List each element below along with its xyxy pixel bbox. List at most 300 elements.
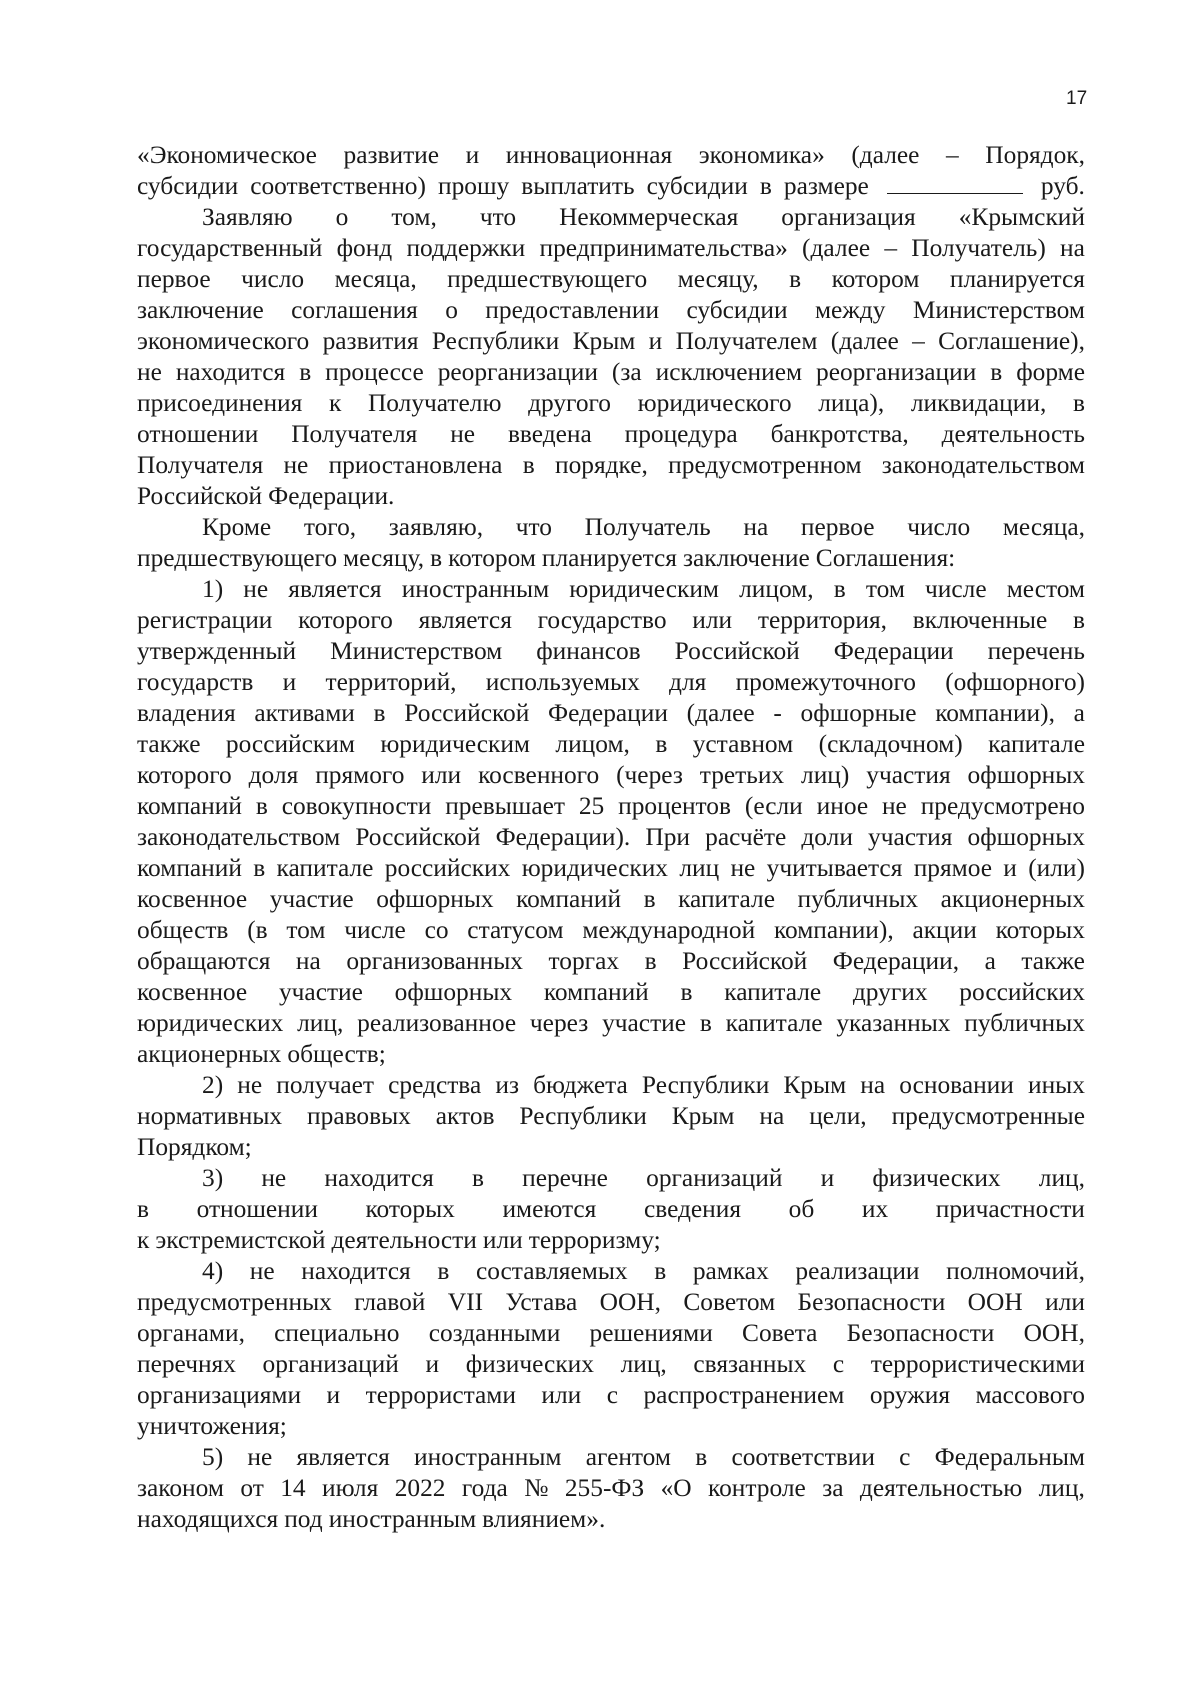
word: получает bbox=[276, 1071, 374, 1099]
word: 5) bbox=[202, 1443, 224, 1471]
word: реализованное bbox=[357, 1009, 517, 1037]
text-line bbox=[137, 140, 1085, 171]
word: лиц, bbox=[1038, 1474, 1085, 1502]
word: иностранным bbox=[401, 575, 550, 603]
word: в bbox=[1072, 389, 1085, 417]
word: или bbox=[1045, 1288, 1085, 1316]
word: на bbox=[759, 1102, 785, 1130]
word: юридическим bbox=[380, 730, 531, 758]
word: 1) bbox=[202, 575, 224, 603]
text-line bbox=[137, 1194, 1085, 1225]
word: Соглашение), bbox=[938, 327, 1085, 355]
word: между bbox=[814, 296, 886, 324]
word: специально bbox=[274, 1319, 400, 1347]
word: руб. bbox=[1040, 172, 1085, 200]
text-line bbox=[137, 1256, 1085, 1287]
word: Российской bbox=[355, 823, 481, 851]
word: территорий, bbox=[325, 668, 457, 696]
word: капитале bbox=[678, 885, 775, 913]
word: процедура bbox=[624, 420, 738, 448]
word: офшорных bbox=[967, 823, 1085, 851]
word: учитывается bbox=[766, 854, 903, 882]
word: компании), bbox=[773, 916, 894, 944]
word: средства bbox=[388, 1071, 482, 1099]
word: к bbox=[137, 1226, 150, 1254]
word: соглашения bbox=[291, 296, 418, 324]
word: уставном bbox=[692, 730, 794, 758]
word: влиянием». bbox=[482, 1505, 606, 1533]
word: участие bbox=[278, 978, 363, 1006]
word: Получателя bbox=[291, 420, 418, 448]
word: предпринимательства» bbox=[539, 234, 788, 262]
word: имеются bbox=[502, 1195, 597, 1223]
word: первое bbox=[800, 513, 875, 541]
word: 2022 bbox=[394, 1474, 446, 1502]
word: экстремистской bbox=[155, 1226, 326, 1254]
word: главой bbox=[354, 1288, 426, 1316]
word: с bbox=[606, 1381, 619, 1409]
word: реорганизации bbox=[816, 358, 977, 386]
word: другого bbox=[528, 389, 612, 417]
word: форме bbox=[1016, 358, 1085, 386]
text-line bbox=[137, 1318, 1085, 1349]
word: террористами bbox=[365, 1381, 516, 1409]
word: агентом bbox=[585, 1443, 671, 1471]
word: ООН, bbox=[599, 1288, 661, 1316]
word: 3) bbox=[202, 1164, 224, 1192]
word: или bbox=[421, 761, 462, 789]
word: месяца, bbox=[1002, 513, 1085, 541]
word: публичных bbox=[797, 885, 919, 913]
word: также bbox=[137, 730, 201, 758]
word: – bbox=[884, 234, 898, 262]
word: в bbox=[643, 885, 656, 913]
text-line bbox=[137, 326, 1085, 357]
word: планируется bbox=[949, 265, 1085, 293]
word: является bbox=[288, 575, 382, 603]
text-line bbox=[137, 419, 1085, 450]
word: составляемых bbox=[475, 1257, 628, 1285]
word: основании bbox=[899, 1071, 1014, 1099]
word: Некоммерческая bbox=[559, 203, 739, 231]
word: Федерации). bbox=[495, 823, 631, 851]
word: реорганизации bbox=[437, 358, 598, 386]
text-line bbox=[137, 450, 1085, 481]
word: субсидии bbox=[137, 172, 239, 200]
word: ООН bbox=[967, 1288, 1023, 1316]
word: Совета bbox=[742, 1319, 818, 1347]
word: нормативных bbox=[137, 1102, 283, 1130]
word: процентов bbox=[618, 792, 731, 820]
word: ООН, bbox=[1023, 1319, 1085, 1347]
word: акционерных bbox=[137, 1040, 282, 1068]
word: том bbox=[865, 575, 905, 603]
word: не bbox=[881, 792, 907, 820]
text-line bbox=[137, 264, 1085, 295]
word: которых bbox=[995, 916, 1085, 944]
word: на bbox=[860, 1071, 886, 1099]
word: в bbox=[137, 1195, 149, 1223]
word: лиц, bbox=[1038, 1164, 1085, 1192]
word: компаний bbox=[137, 854, 242, 882]
word: в bbox=[655, 730, 668, 758]
word: Кроме bbox=[202, 513, 272, 541]
word: в bbox=[437, 1257, 450, 1285]
word: контроле bbox=[708, 1474, 806, 1502]
word: Федерации bbox=[548, 699, 668, 727]
word: деятельностью bbox=[859, 1474, 1023, 1502]
word: - bbox=[773, 699, 782, 727]
word: иностранным bbox=[414, 1443, 562, 1471]
word: также bbox=[1021, 947, 1085, 975]
word: Соглашения: bbox=[815, 544, 956, 572]
text-line bbox=[137, 791, 1085, 822]
word: в bbox=[253, 854, 266, 882]
word: из bbox=[495, 1071, 519, 1099]
word: компании), bbox=[935, 699, 1055, 727]
word: предусмотренном bbox=[668, 451, 862, 479]
word: владения bbox=[137, 699, 236, 727]
word: (офшорного) bbox=[945, 668, 1085, 696]
word: косвенное bbox=[137, 978, 248, 1006]
word: Республики bbox=[431, 327, 560, 355]
word: перечне bbox=[522, 1164, 608, 1192]
word: (далее bbox=[851, 141, 920, 169]
text-line bbox=[137, 946, 1085, 977]
word: 14 bbox=[280, 1474, 306, 1502]
word: Федерации bbox=[833, 637, 954, 665]
word: доля bbox=[248, 761, 299, 789]
word: законом bbox=[137, 1474, 224, 1502]
text-line bbox=[137, 605, 1085, 636]
word: причастности bbox=[935, 1195, 1085, 1223]
word: развития bbox=[322, 327, 419, 355]
word: в bbox=[654, 1257, 667, 1285]
text-line bbox=[137, 1380, 1085, 1411]
word: заключение bbox=[137, 296, 264, 324]
amount-blank-field bbox=[887, 171, 1023, 194]
word: в bbox=[789, 265, 802, 293]
word: массового bbox=[975, 1381, 1085, 1409]
word: экономического bbox=[137, 327, 310, 355]
word: число bbox=[241, 265, 305, 293]
word: и bbox=[648, 327, 663, 355]
word: включенные bbox=[912, 606, 1048, 634]
text-line bbox=[137, 202, 1085, 233]
word: не bbox=[137, 358, 162, 386]
text-line bbox=[137, 171, 1085, 202]
word: перечень bbox=[987, 637, 1085, 665]
text-line bbox=[137, 822, 1085, 853]
word: развитие bbox=[343, 141, 440, 169]
word: с bbox=[899, 1443, 911, 1471]
word: в bbox=[522, 451, 535, 479]
text-line bbox=[137, 1101, 1085, 1132]
word: в bbox=[699, 1009, 712, 1037]
word: не bbox=[730, 854, 756, 882]
word: Российской bbox=[404, 699, 530, 727]
word: 255-ФЗ bbox=[564, 1474, 645, 1502]
document-body bbox=[137, 140, 1085, 1535]
word: первое bbox=[137, 265, 211, 293]
word: юридического bbox=[637, 389, 792, 417]
text-line bbox=[137, 357, 1085, 388]
word: Получателя bbox=[137, 451, 264, 479]
word: субсидии bbox=[686, 296, 788, 324]
word: физических bbox=[872, 1164, 1001, 1192]
word: соответствии bbox=[731, 1443, 875, 1471]
word: Безопасности bbox=[846, 1319, 995, 1347]
word: государственный bbox=[137, 234, 323, 262]
word: в bbox=[1073, 606, 1085, 634]
word: Федеральным bbox=[934, 1443, 1085, 1471]
word: находится bbox=[301, 1257, 411, 1285]
word: (если bbox=[744, 792, 803, 820]
word: Получатель bbox=[584, 513, 711, 541]
word: порядке, bbox=[554, 451, 648, 479]
word: не bbox=[283, 451, 309, 479]
word: бюджета bbox=[533, 1071, 628, 1099]
word: отношении bbox=[137, 420, 259, 448]
word: иностранным bbox=[328, 1505, 477, 1533]
word: поддержки bbox=[406, 234, 526, 262]
word: в bbox=[695, 1443, 708, 1471]
word: (далее bbox=[686, 699, 755, 727]
word: не bbox=[247, 1443, 273, 1471]
word: акции bbox=[912, 916, 977, 944]
word: Федерации. bbox=[268, 482, 395, 510]
word: что bbox=[515, 513, 552, 541]
word: Устава bbox=[505, 1288, 578, 1316]
word: об bbox=[788, 1195, 815, 1223]
text-line bbox=[137, 1473, 1085, 1504]
page-number: 17 bbox=[1066, 88, 1088, 109]
word: террористическими bbox=[870, 1350, 1085, 1378]
word: через bbox=[529, 1009, 589, 1037]
text-line bbox=[137, 481, 1085, 512]
word: Крым bbox=[671, 1102, 735, 1130]
word: экономика» bbox=[698, 141, 825, 169]
word: Республики bbox=[519, 1102, 647, 1130]
word: деятельность bbox=[941, 420, 1085, 448]
word: участие bbox=[269, 885, 354, 913]
word: сведения bbox=[643, 1195, 742, 1223]
word: решениями bbox=[589, 1319, 713, 1347]
word: и bbox=[282, 668, 297, 696]
text-line bbox=[137, 636, 1085, 667]
word: международной bbox=[582, 916, 756, 944]
word: о bbox=[335, 203, 349, 231]
word: компаний bbox=[543, 978, 649, 1006]
word: иное bbox=[816, 792, 869, 820]
word: российским bbox=[225, 730, 355, 758]
word: деятельности bbox=[331, 1226, 477, 1254]
word: офшорных bbox=[967, 761, 1085, 789]
word: планируется bbox=[541, 544, 677, 572]
word: организациями bbox=[137, 1381, 302, 1409]
word: не bbox=[249, 1257, 275, 1285]
word: и bbox=[465, 141, 480, 169]
word: Безопасности bbox=[797, 1288, 946, 1316]
text-line bbox=[137, 1070, 1085, 1101]
text-line bbox=[137, 1349, 1085, 1380]
word: лиц, bbox=[297, 1009, 344, 1037]
word: – bbox=[946, 141, 959, 169]
word: прямое bbox=[913, 854, 992, 882]
text-line bbox=[137, 698, 1085, 729]
word: статусом bbox=[467, 916, 564, 944]
word: Российской bbox=[137, 482, 263, 510]
word: Порядок, bbox=[985, 141, 1085, 169]
word: используемых bbox=[485, 668, 640, 696]
word: акционерных bbox=[940, 885, 1085, 913]
word: цели, bbox=[809, 1102, 867, 1130]
word: в bbox=[759, 172, 772, 200]
word: Федерации, bbox=[832, 947, 960, 975]
word: предусмотрено bbox=[920, 792, 1085, 820]
word: процессе bbox=[325, 358, 424, 386]
text-line bbox=[137, 915, 1085, 946]
word: перечнях bbox=[137, 1350, 236, 1378]
word: лиц, bbox=[620, 1350, 667, 1378]
word: Получатель) bbox=[911, 234, 1046, 262]
word: компаний bbox=[516, 885, 622, 913]
word: лицом, bbox=[739, 575, 814, 603]
word: созданными bbox=[428, 1319, 561, 1347]
word: – bbox=[912, 327, 925, 355]
word: предусмотренные bbox=[891, 1102, 1085, 1130]
word: 25 bbox=[578, 792, 605, 820]
word: а bbox=[984, 947, 996, 975]
word: промежуточного bbox=[735, 668, 916, 696]
word: в bbox=[430, 544, 443, 572]
word: торгах bbox=[548, 947, 620, 975]
word: превышает bbox=[445, 792, 565, 820]
word: (далее bbox=[830, 327, 899, 355]
word: не bbox=[450, 420, 476, 448]
word: обществ; bbox=[287, 1040, 386, 1068]
word: утвержденный bbox=[137, 637, 297, 665]
text-line bbox=[137, 574, 1085, 605]
word: размере bbox=[783, 172, 869, 200]
word: и bbox=[326, 1381, 341, 1409]
text-line bbox=[137, 1008, 1085, 1039]
word: числе bbox=[344, 916, 406, 944]
word: государств bbox=[137, 668, 254, 696]
word: прошу bbox=[438, 172, 510, 200]
word: государство bbox=[537, 606, 667, 634]
word: третьих bbox=[699, 761, 785, 789]
word: российских bbox=[384, 854, 511, 882]
word: присоединения bbox=[137, 389, 303, 417]
word: юридическим bbox=[569, 575, 719, 603]
word: и bbox=[1003, 854, 1017, 882]
word: месяца, bbox=[334, 265, 417, 293]
word: Крым bbox=[783, 1071, 847, 1099]
word: территория, bbox=[757, 606, 887, 634]
word: их bbox=[861, 1195, 889, 1223]
word: местом bbox=[1006, 575, 1085, 603]
word: VII bbox=[447, 1288, 484, 1316]
word: других bbox=[852, 978, 928, 1006]
word: и bbox=[425, 1350, 440, 1378]
word: за bbox=[822, 1474, 844, 1502]
word: организация bbox=[781, 203, 916, 231]
word: лицом, bbox=[555, 730, 630, 758]
word: участие bbox=[602, 1009, 687, 1037]
text-line bbox=[137, 1287, 1085, 1318]
word: Российской bbox=[674, 637, 800, 665]
word: того, bbox=[303, 513, 357, 541]
word: «Крымский bbox=[958, 203, 1085, 231]
word: косвенного bbox=[478, 761, 600, 789]
word: месяцу, bbox=[677, 265, 759, 293]
word: июля bbox=[322, 1474, 379, 1502]
word: рамках bbox=[692, 1257, 769, 1285]
word: выплатить bbox=[521, 172, 635, 200]
word: организаций bbox=[646, 1164, 783, 1192]
word: уничтожения; bbox=[137, 1412, 287, 1440]
word: в bbox=[299, 358, 312, 386]
word: находится bbox=[324, 1164, 434, 1192]
word: что bbox=[479, 203, 517, 231]
word: связанных bbox=[693, 1350, 807, 1378]
word: которого bbox=[298, 606, 393, 634]
word: капитале bbox=[725, 1009, 823, 1037]
word: терроризму; bbox=[528, 1226, 661, 1254]
word: Российской bbox=[682, 947, 808, 975]
word: доли bbox=[801, 823, 853, 851]
word: заключение bbox=[682, 544, 810, 572]
text-line bbox=[137, 1039, 1085, 1070]
word: реализации bbox=[795, 1257, 920, 1285]
word: или bbox=[692, 606, 733, 634]
word: организаций bbox=[262, 1350, 399, 1378]
text-line bbox=[137, 667, 1085, 698]
word: иных bbox=[1027, 1071, 1085, 1099]
text-line bbox=[137, 1163, 1085, 1194]
word: офшорных bbox=[376, 885, 494, 913]
word: является bbox=[418, 606, 512, 634]
word: котором bbox=[448, 544, 536, 572]
word: полномочий, bbox=[946, 1257, 1085, 1285]
word: (через bbox=[616, 761, 683, 789]
word: для bbox=[669, 668, 707, 696]
word: находящихся bbox=[137, 1505, 279, 1533]
word: «О bbox=[660, 1474, 692, 1502]
word: оружия bbox=[869, 1381, 951, 1409]
word: прямого bbox=[315, 761, 405, 789]
word: (далее bbox=[802, 234, 871, 262]
word: отношении bbox=[196, 1195, 318, 1223]
word: (или) bbox=[1028, 854, 1085, 882]
word: указанных bbox=[836, 1009, 951, 1037]
text-line bbox=[137, 1504, 1085, 1535]
word: Советом bbox=[683, 1288, 776, 1316]
word: в bbox=[255, 792, 268, 820]
word: организованных bbox=[346, 947, 523, 975]
word: Министерством bbox=[330, 637, 503, 665]
word: лиц) bbox=[801, 761, 850, 789]
word: не bbox=[261, 1164, 287, 1192]
word: том bbox=[286, 916, 326, 944]
word: Получателем bbox=[675, 327, 818, 355]
word: или bbox=[541, 1381, 582, 1409]
word: (складочном) bbox=[818, 730, 963, 758]
word: года bbox=[461, 1474, 508, 1502]
word: введена bbox=[507, 420, 592, 448]
word: о bbox=[445, 296, 458, 324]
